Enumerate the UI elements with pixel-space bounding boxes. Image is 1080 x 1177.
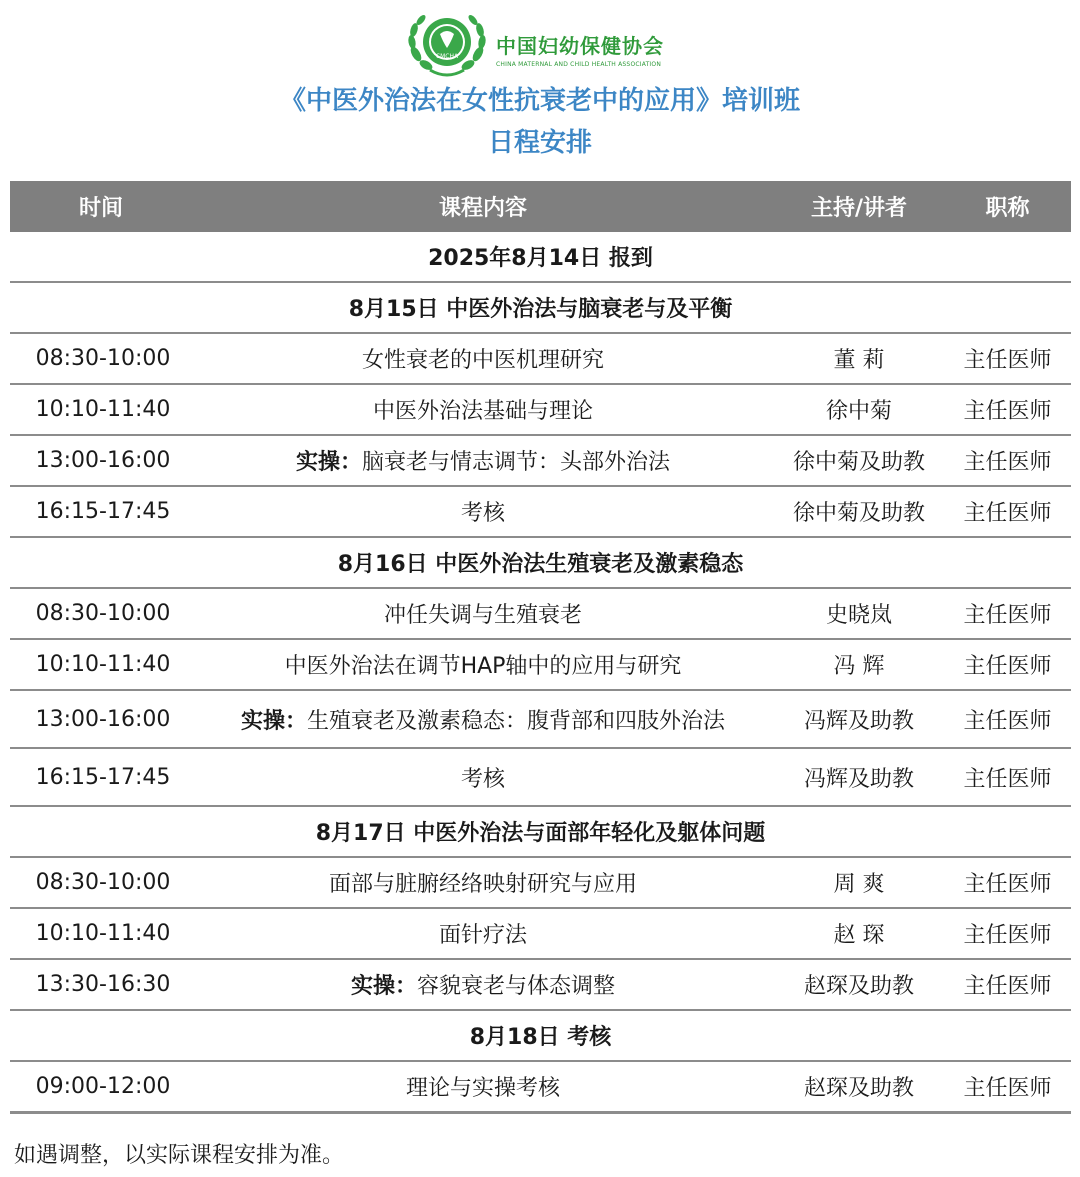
- session-topic: 考核: [460, 501, 505, 526]
- table-row: [10, 435, 1071, 486]
- table-body: [10, 232, 1071, 1113]
- schedule-table: [10, 181, 1071, 1114]
- org-name-cn: 中国妇幼保健协会: [496, 34, 664, 58]
- day-label: 2025年8月14日 报到: [10, 232, 1071, 282]
- speaker-title: 主任医师: [944, 435, 1071, 486]
- speaker-title: 主任医师: [944, 639, 1071, 690]
- day-header-row: [10, 1010, 1071, 1061]
- table-row: [10, 959, 1071, 1010]
- table-header-row: [10, 181, 1071, 232]
- session-content: [192, 639, 774, 690]
- speaker-title: 主任医师: [944, 588, 1071, 639]
- session-speaker: 周 爽: [774, 857, 944, 908]
- speaker-title: 主任医师: [944, 690, 1071, 748]
- speaker-title: 主任医师: [944, 748, 1071, 806]
- session-speaker: 徐中菊及助教: [774, 486, 944, 537]
- session-speaker: 冯辉及助教: [774, 690, 944, 748]
- practice-label: 实操：: [295, 450, 362, 475]
- session-time: 09:00-12:00: [10, 1061, 192, 1113]
- session-content: [192, 486, 774, 537]
- day-header-row: [10, 806, 1071, 857]
- session-time: 10:10-11:40: [10, 384, 192, 435]
- session-time: 16:15-17:45: [10, 486, 192, 537]
- session-topic: 考核: [460, 766, 505, 792]
- session-topic: 理论与实操考核: [405, 1076, 560, 1101]
- table-row: [10, 486, 1071, 537]
- table-row: [10, 748, 1071, 806]
- session-topic: 中医外治法在调节HAP轴中的应用与研究: [284, 654, 682, 679]
- table-row: [10, 384, 1071, 435]
- session-time: 10:10-11:40: [10, 639, 192, 690]
- session-time: 10:10-11:40: [10, 908, 192, 959]
- header-speaker: 主持/讲者: [774, 181, 944, 232]
- session-speaker: 冯辉及助教: [774, 748, 944, 806]
- session-time: 08:30-10:00: [10, 588, 192, 639]
- table-row: [10, 908, 1071, 959]
- day-label: 8月18日 考核: [10, 1010, 1071, 1061]
- session-content: [192, 333, 774, 384]
- footer-note: 如遇调整，以实际课程安排为准。: [14, 1143, 345, 1168]
- session-speaker: 赵 琛: [774, 908, 944, 959]
- session-content: [192, 908, 774, 959]
- table-row: [10, 857, 1071, 908]
- speaker-title: 主任医师: [944, 486, 1071, 537]
- header-content: 课程内容: [192, 181, 774, 232]
- speaker-title: 主任医师: [944, 959, 1071, 1010]
- table-row: [10, 588, 1071, 639]
- session-content: [192, 1061, 774, 1113]
- session-content: [192, 748, 774, 806]
- day-label: 8月17日 中医外治法与面部年轻化及躯体问题: [10, 806, 1071, 857]
- table-row: [10, 1061, 1071, 1113]
- session-topic: 脑衰老与情志调节：头部外治法: [362, 450, 671, 475]
- speaker-title: 主任医师: [944, 908, 1071, 959]
- table-row: [10, 690, 1071, 748]
- org-name: [496, 30, 664, 68]
- session-topic: 生殖衰老及激素稳态：腹背部和四肢外治法: [307, 708, 726, 734]
- session-topic: 面针疗法: [438, 923, 527, 948]
- session-time: 16:15-17:45: [10, 748, 192, 806]
- session-topic: 冲任失调与生殖衰老: [383, 603, 582, 628]
- session-time: 08:30-10:00: [10, 333, 192, 384]
- session-content: [192, 690, 774, 748]
- speaker-title: 主任医师: [944, 333, 1071, 384]
- speaker-title: 主任医师: [944, 857, 1071, 908]
- day-header-row: [10, 282, 1071, 333]
- practice-label: 实操：: [240, 708, 307, 734]
- header: [0, 0, 1080, 180]
- day-label: 8月16日 中医外治法生殖衰老及激素稳态: [10, 537, 1071, 588]
- session-time: 13:00-16:00: [10, 435, 192, 486]
- session-time: 13:00-16:00: [10, 690, 192, 748]
- page-title: 《中医外治法在女性抗衰老中的应用》培训班: [279, 86, 800, 116]
- svg-text:CMCHA: CMCHA: [435, 53, 459, 60]
- session-speaker: 赵琛及助教: [774, 1061, 944, 1113]
- session-content: [192, 384, 774, 435]
- session-content: [192, 959, 774, 1010]
- session-speaker: 赵琛及助教: [774, 959, 944, 1010]
- header-title: 职称: [944, 181, 1071, 232]
- cmcha-logo: [402, 8, 492, 80]
- speaker-title: 主任医师: [944, 384, 1071, 435]
- session-time: 13:30-16:30: [10, 959, 192, 1010]
- session-time: 08:30-10:00: [10, 857, 192, 908]
- session-speaker: 董 莉: [774, 333, 944, 384]
- day-header-row: [10, 232, 1071, 282]
- speaker-title: 主任医师: [944, 1061, 1071, 1113]
- session-topic: 面部与脏腑经络映射研究与应用: [328, 872, 637, 897]
- session-content: [192, 857, 774, 908]
- session-speaker: 史晓岚: [774, 588, 944, 639]
- session-speaker: 徐中菊: [774, 384, 944, 435]
- session-speaker: 冯 辉: [774, 639, 944, 690]
- session-speaker: 徐中菊及助教: [774, 435, 944, 486]
- day-label: 8月15日 中医外治法与脑衰老与及平衡: [10, 282, 1071, 333]
- table-row: [10, 333, 1071, 384]
- practice-label: 实操：: [350, 974, 417, 999]
- session-topic: 中医外治法基础与理论: [372, 399, 593, 424]
- session-content: [192, 588, 774, 639]
- session-topic: 女性衰老的中医机理研究: [361, 348, 604, 373]
- org-name-en: CHINA MATERNAL AND CHILD HEALTH ASSOCIATION: [496, 61, 662, 68]
- day-header-row: [10, 537, 1071, 588]
- session-topic: 容貌衰老与体态调整: [417, 974, 616, 999]
- page-subtitle: 日程安排: [487, 128, 592, 158]
- header-time: 时间: [10, 181, 192, 232]
- session-content: [192, 435, 774, 486]
- table-row: [10, 639, 1071, 690]
